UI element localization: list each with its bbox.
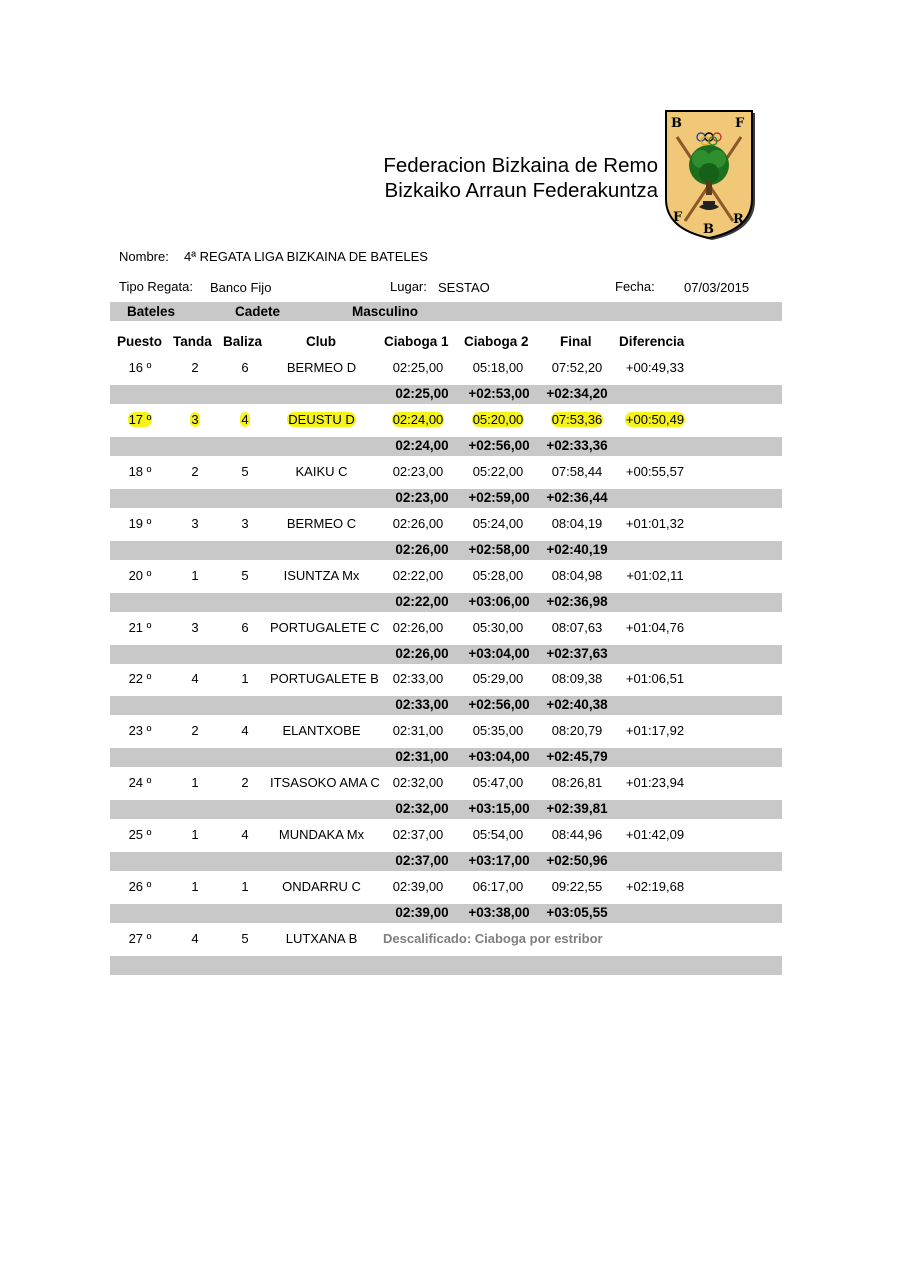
cell-puesto [110,775,170,790]
cell-puesto [110,620,170,635]
cell-tanda [170,827,220,842]
cell-baliza-text: 6 [241,360,249,375]
cell-ciaboga2 [460,671,536,686]
table-row [110,874,782,900]
cell-diferencia [616,620,694,635]
col-header-ciaboga2: Ciaboga 2 [464,334,529,349]
cell-club-text: ELANTXOBE [282,723,361,738]
cell-tanda-text: 3 [191,516,199,531]
cell-ciaboga1-text: 02:26,00 [392,620,444,635]
cell-diferencia-text: +02:19,68 [625,879,685,894]
cell-tanda-text: 2 [191,464,199,479]
cell-diferencia-text: +01:02,11 [626,568,684,583]
cell-ciaboga2-text: 05:35,00 [472,723,524,738]
split-final: +02:50,96 [546,853,608,868]
cell-ciaboga2 [460,827,536,842]
cell-tanda [170,671,220,686]
cell-final-text: 07:58,44 [551,464,603,479]
cell-ciaboga2 [460,620,536,635]
table-row [110,718,782,744]
table-row [110,666,782,692]
cell-tanda-text: 3 [191,412,199,427]
cell-final [538,723,616,738]
cell-puesto-text: 22 º [128,671,152,686]
cell-ciaboga1-text: 02:33,00 [392,671,444,686]
cell-ciaboga2 [460,516,536,531]
cell-diferencia [616,412,694,427]
cell-ciaboga2 [460,723,536,738]
cell-tanda [170,412,220,427]
cell-final-text: 08:09,38 [551,671,603,686]
category-age: Cadete [235,304,281,319]
cell-club-text: ISUNTZA Mx [283,568,360,583]
cell-final-text: 08:04,19 [551,516,603,531]
split-ciaboga1: 02:26,00 [395,646,449,661]
split-row [110,437,782,456]
cell-diferencia-text: +01:01,32 [625,516,685,531]
logo-letter-f-bottom: F [673,210,683,225]
cell-ciaboga1 [380,568,456,583]
cell-final [538,775,616,790]
logo-letter-f: F [735,116,745,131]
cell-puesto-text: 19 º [128,516,152,531]
table-row [110,926,782,952]
cell-diferencia [616,879,694,894]
cell-ciaboga1 [380,464,456,479]
cell-club [270,827,373,842]
disqualified-note: Descalificado: Ciaboga por estribor [383,931,603,946]
split-final: +02:39,81 [546,801,608,816]
cell-final-text: 09:22,55 [551,879,603,894]
cell-ciaboga2-text: 05:22,00 [472,464,524,479]
cell-puesto-text: 23 º [128,723,152,738]
table-row [110,511,782,537]
nombre-value: 4ª REGATA LIGA BIZKAINA DE BATELES [184,249,428,264]
split-row [110,748,782,767]
col-header-puesto: Puesto [117,334,163,349]
cell-tanda-text: 1 [191,568,199,583]
table-row [110,355,782,381]
cell-diferencia [616,723,694,738]
cell-puesto [110,464,170,479]
cell-baliza [220,360,270,375]
split-ciaboga1: 02:22,00 [395,594,449,609]
split-ciaboga1: 02:37,00 [395,853,449,868]
cell-ciaboga1 [380,775,456,790]
split-row [110,489,782,508]
cell-club-text: BERMEO C [286,516,357,531]
split-row [110,541,782,560]
cell-baliza [220,620,270,635]
cell-baliza [220,879,270,894]
col-header-final: Final [560,334,592,349]
cell-club-text: KAIKU C [295,464,348,479]
split-ciaboga2: +02:53,00 [468,386,530,401]
split-row [110,956,782,975]
cell-baliza-text: 6 [241,620,249,635]
cell-final-text: 07:53,36 [551,412,603,427]
cell-baliza [220,516,270,531]
cell-final [538,827,616,842]
cell-club [270,723,373,738]
cell-club [270,464,373,479]
split-ciaboga1: 02:33,00 [395,697,449,712]
cell-ciaboga2-text: 06:17,00 [472,879,524,894]
split-ciaboga1: 02:32,00 [395,801,449,816]
split-final: +02:40,38 [546,697,608,712]
split-ciaboga1: 02:23,00 [395,490,449,505]
cell-final [538,671,616,686]
cell-puesto-text: 16 º [128,360,152,375]
cell-ciaboga2 [460,775,536,790]
cell-ciaboga1-text: 02:25,00 [392,360,444,375]
tipo-regata-label: Tipo Regata: [119,279,193,294]
cell-club [270,879,373,894]
cell-tanda [170,723,220,738]
table-row [110,563,782,589]
cell-baliza-text: 5 [241,464,249,479]
cell-final [538,360,616,375]
cell-ciaboga2-text: 05:29,00 [472,671,524,686]
cell-final [538,412,616,427]
tipo-regata-value: Banco Fijo [210,280,272,295]
cell-baliza [220,568,270,583]
cell-puesto [110,723,170,738]
cell-ciaboga1 [380,723,456,738]
split-ciaboga1: 02:31,00 [395,749,449,764]
cell-diferencia [616,516,694,531]
cell-ciaboga2-text: 05:47,00 [472,775,524,790]
col-header-diferencia: Diferencia [619,334,685,349]
cell-tanda [170,516,220,531]
fecha-value: 07/03/2015 [684,280,750,295]
cell-ciaboga1 [380,412,456,427]
cell-diferencia [616,827,694,842]
cell-puesto-text: 25 º [128,827,152,842]
cell-club-text: LUTXANA B [285,931,358,946]
federation-logo [663,109,759,243]
split-row [110,904,782,923]
cell-final-text: 08:26,81 [551,775,603,790]
split-ciaboga2: +02:59,00 [468,490,530,505]
cell-baliza [220,827,270,842]
cell-baliza [220,412,270,427]
cell-tanda-text: 2 [191,360,199,375]
cell-final-text: 08:04,98 [551,568,603,583]
split-row [110,593,782,612]
col-header-tanda: Tanda [173,334,212,349]
cell-club-text: ITSASOKO AMA C [270,775,380,790]
cell-tanda [170,620,220,635]
cell-ciaboga2-text: 05:28,00 [472,568,524,583]
cell-club [270,412,373,427]
cell-club [270,568,373,583]
cell-club-text: BERMEO D [286,360,357,375]
cell-ciaboga2-text: 05:30,00 [472,620,524,635]
cell-club [270,360,373,375]
split-ciaboga1: 02:24,00 [395,438,449,453]
federation-title [360,153,658,203]
cell-diferencia [616,568,694,583]
cell-club-text: ONDARRU C [282,879,361,894]
cell-club-text: DEUSTU D [288,412,355,427]
federation-name-eu: Bizkaiko Arraun Federakuntza [384,179,658,202]
split-ciaboga2: +03:04,00 [468,646,530,661]
cell-tanda-text: 1 [191,775,199,790]
cell-baliza-text: 4 [241,412,249,427]
lugar-value: SESTAO [438,280,490,295]
cell-diferencia-text: +00:55,57 [625,464,685,479]
cell-ciaboga1-text: 02:32,00 [392,775,444,790]
split-row [110,852,782,871]
cell-baliza [220,723,270,738]
split-final: +02:37,63 [546,646,608,661]
cell-final-text: 08:44,96 [551,827,603,842]
cell-puesto-text: 20 º [128,568,152,583]
cell-baliza-text: 4 [241,723,249,738]
cell-tanda [170,879,220,894]
cell-diferencia-text: +01:17,92 [625,723,685,738]
cell-baliza-text: 2 [241,775,249,790]
logo-letter-b-bottom: B [703,222,714,237]
cell-ciaboga1-text: 02:31,00 [392,723,444,738]
split-row [110,800,782,819]
cell-ciaboga2-text: 05:20,00 [472,412,524,427]
cell-final-text: 08:20,79 [551,723,603,738]
split-ciaboga2: +03:17,00 [468,853,530,868]
split-ciaboga2: +03:04,00 [468,749,530,764]
cell-puesto-text: 21 º [128,620,152,635]
cell-club [270,516,373,531]
table-row [110,407,782,433]
split-row [110,696,782,715]
cell-ciaboga2-text: 05:24,00 [472,516,524,531]
split-ciaboga1: 02:39,00 [395,905,449,920]
cell-tanda-text: 4 [191,931,199,946]
cell-diferencia-text: +01:23,94 [625,775,685,790]
split-ciaboga2: +02:58,00 [468,542,530,557]
col-header-baliza: Baliza [223,334,263,349]
cell-diferencia [616,464,694,479]
split-ciaboga1: 02:26,00 [395,542,449,557]
cell-diferencia-text: +00:50,49 [625,412,685,427]
cell-final-text: 07:52,20 [551,360,603,375]
split-ciaboga2: +03:38,00 [468,905,530,920]
cell-ciaboga2-text: 05:54,00 [472,827,524,842]
table-row [110,459,782,485]
cell-ciaboga1 [380,827,456,842]
logo-letter-b: B [671,116,682,131]
cell-club-text: MUNDAKA Mx [278,827,365,842]
cell-baliza-text: 3 [241,516,249,531]
split-ciaboga2: +02:56,00 [468,697,530,712]
split-final: +02:33,36 [546,438,608,453]
table-row [110,770,782,796]
category-bar [110,302,782,321]
cell-tanda-text: 2 [191,723,199,738]
cell-baliza-text: 5 [241,568,249,583]
split-ciaboga2: +03:15,00 [468,801,530,816]
cell-ciaboga1-text: 02:24,00 [392,412,444,427]
split-ciaboga1: 02:25,00 [395,386,449,401]
cell-club-text: PORTUGALETE C [270,620,380,635]
cell-diferencia-text: +01:04,76 [625,620,685,635]
cell-tanda [170,931,220,946]
category-boat: Bateles [127,304,176,319]
cell-final [538,568,616,583]
cell-ciaboga2 [460,879,536,894]
cell-ciaboga1 [380,671,456,686]
federation-shield-icon [663,109,759,243]
cell-baliza-text: 4 [241,827,249,842]
cell-ciaboga1 [380,360,456,375]
cell-puesto [110,879,170,894]
cell-final [538,516,616,531]
split-final: +02:34,20 [546,386,608,401]
cell-tanda-text: 3 [191,620,199,635]
cell-baliza-text: 1 [241,879,249,894]
cell-ciaboga2 [460,568,536,583]
nombre-label: Nombre: [119,249,169,264]
cell-ciaboga2 [460,360,536,375]
col-header-club: Club [306,334,336,349]
cell-tanda [170,568,220,583]
cell-ciaboga1-text: 02:22,00 [392,568,444,583]
split-ciaboga2: +02:56,00 [468,438,530,453]
cell-diferencia [616,775,694,790]
cell-club [270,671,379,686]
category-gender: Masculino [352,304,419,319]
cell-ciaboga2 [460,412,536,427]
cell-ciaboga1-text: 02:37,00 [392,827,444,842]
cell-final [538,879,616,894]
cell-ciaboga1-text: 02:39,00 [392,879,444,894]
cell-diferencia-text: +01:06,51 [625,671,685,686]
cell-club [270,775,380,790]
cell-final [538,464,616,479]
cell-tanda-text: 4 [191,671,199,686]
cell-puesto-text: 18 º [128,464,152,479]
cell-puesto-text: 17 º [128,412,152,427]
cell-puesto [110,827,170,842]
cell-diferencia [616,671,694,686]
table-row [110,615,782,641]
split-ciaboga2: +03:06,00 [468,594,530,609]
col-header-ciaboga1: Ciaboga 1 [384,334,449,349]
cell-puesto [110,931,170,946]
cell-baliza [220,775,270,790]
cell-final [538,620,616,635]
table-row [110,822,782,848]
lugar-label: Lugar: [390,279,427,294]
cell-tanda [170,464,220,479]
cell-club [270,620,380,635]
cell-tanda-text: 1 [191,879,199,894]
cell-baliza-text: 5 [241,931,249,946]
split-final: +02:45,79 [546,749,608,764]
cell-ciaboga1 [380,516,456,531]
cell-puesto-text: 24 º [128,775,152,790]
logo-letter-r: R [733,212,744,227]
federation-name-es: Federacion Bizkaina de Remo [383,154,658,177]
cell-final-text: 08:07,63 [551,620,603,635]
cell-puesto [110,360,170,375]
cell-diferencia-text: +00:49,33 [625,360,685,375]
cell-puesto [110,516,170,531]
cell-baliza-text: 1 [241,671,249,686]
cell-tanda [170,775,220,790]
cell-diferencia [616,360,694,375]
cell-ciaboga1-text: 02:26,00 [392,516,444,531]
cell-tanda-text: 1 [191,827,199,842]
cell-club-text: PORTUGALETE B [270,671,379,686]
split-final: +02:36,98 [546,594,608,609]
cell-diferencia-text: +01:42,09 [625,827,685,842]
cell-baliza [220,931,270,946]
cell-ciaboga2-text: 05:18,00 [472,360,524,375]
cell-tanda [170,360,220,375]
split-final: +02:40,19 [546,542,608,557]
cell-puesto [110,671,170,686]
cell-puesto [110,412,170,427]
cell-club [270,931,373,946]
split-final: +03:05,55 [546,905,608,920]
cell-puesto-text: 27 º [128,931,152,946]
cell-ciaboga1-text: 02:23,00 [392,464,444,479]
fecha-label: Fecha: [615,279,655,294]
cell-puesto-text: 26 º [128,879,152,894]
cell-ciaboga1 [380,879,456,894]
split-row [110,385,782,404]
cell-baliza [220,671,270,686]
split-row [110,645,782,664]
cell-baliza [220,464,270,479]
split-final: +02:36,44 [546,490,608,505]
cell-puesto [110,568,170,583]
cell-ciaboga2 [460,464,536,479]
cell-ciaboga1 [380,620,456,635]
